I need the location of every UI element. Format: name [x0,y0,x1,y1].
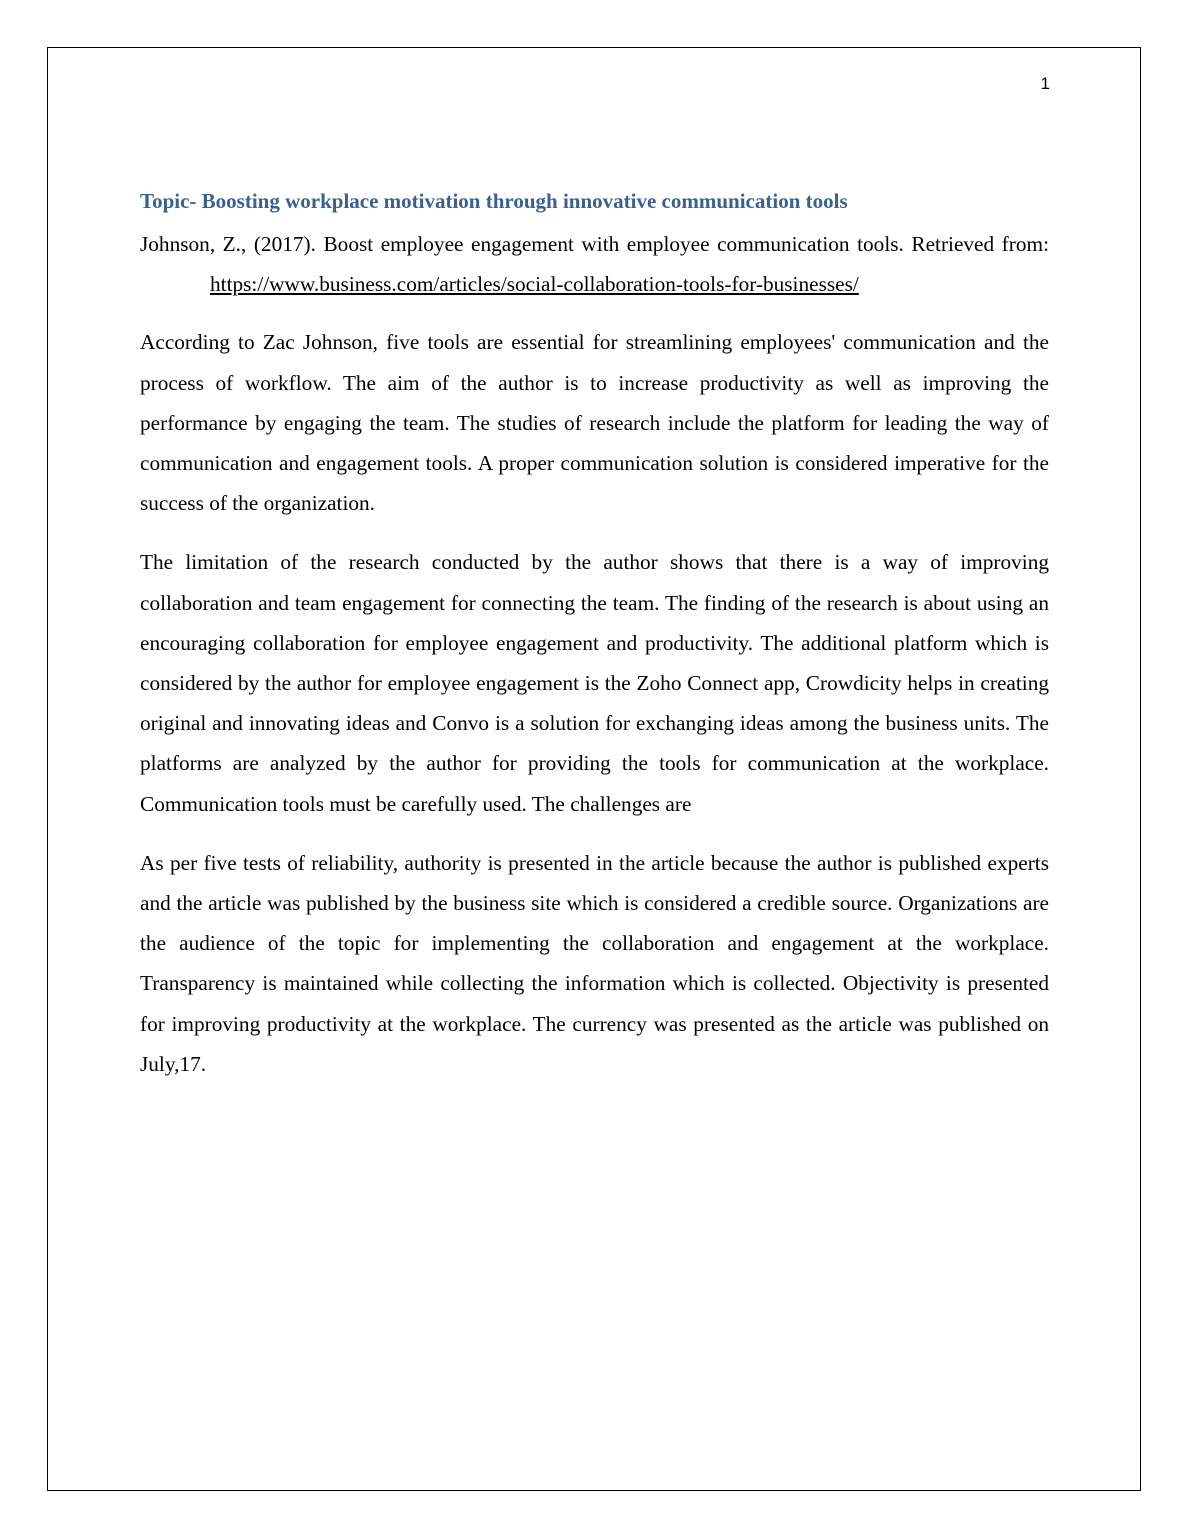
page-number: 1 [1040,74,1050,93]
paragraph-reliability: As per five tests of reliability, authority is presented in the article because the author is published experts and the article was published by the business site which is considered a credible source. Organizations are the audience of the topic for implementing the collaboration and engagement at the workplace. Transparency is maintained while collecting the information which is collected. Objectivity is presented for improving productivity at the workplace. The currency was presented as the article was published on July,17. [140,850,1049,1076]
topic-heading: Topic- Boosting workplace motivation through innovative communication tools [140,189,848,213]
paragraph-limitations: The limitation of the research conducted by the author shows that there is a way of improving collaboration and team engagement for connecting the team. The finding of the research is about using an encouraging collaboration for employee engagement and productivity. The additional platform which is considered by the author for employee engagement is the Zoho Connect app, Crowdicity helps in creating original and innovating ideas and Convo is a solution for exchanging ideas among the business units. The platforms are analyzed by the author for providing the tools for communication at the workplace. Communication tools must be carefully used. The challenges are [140,550,1049,816]
reference-entry [140,224,1049,304]
paragraph-summary: According to Zac Johnson, five tools are essential for streamlining employees' communication and the process of workflow. The aim of the author is to increase productivity as well as improving the performance by engaging the team. The studies of research include the platform for leading the way of communication and engagement tools. A proper communication solution is considered imperative for the success of the organization. [140,330,1049,516]
reference-citation: Johnson, Z., (2017). Boost employee engagement with employee communication tools. Retrieved from: [140,232,1049,256]
document-body [140,186,1049,1103]
reference-link[interactable]: https://www.business.com/articles/social-collaboration-tools-for-businesses/ [210,272,859,297]
